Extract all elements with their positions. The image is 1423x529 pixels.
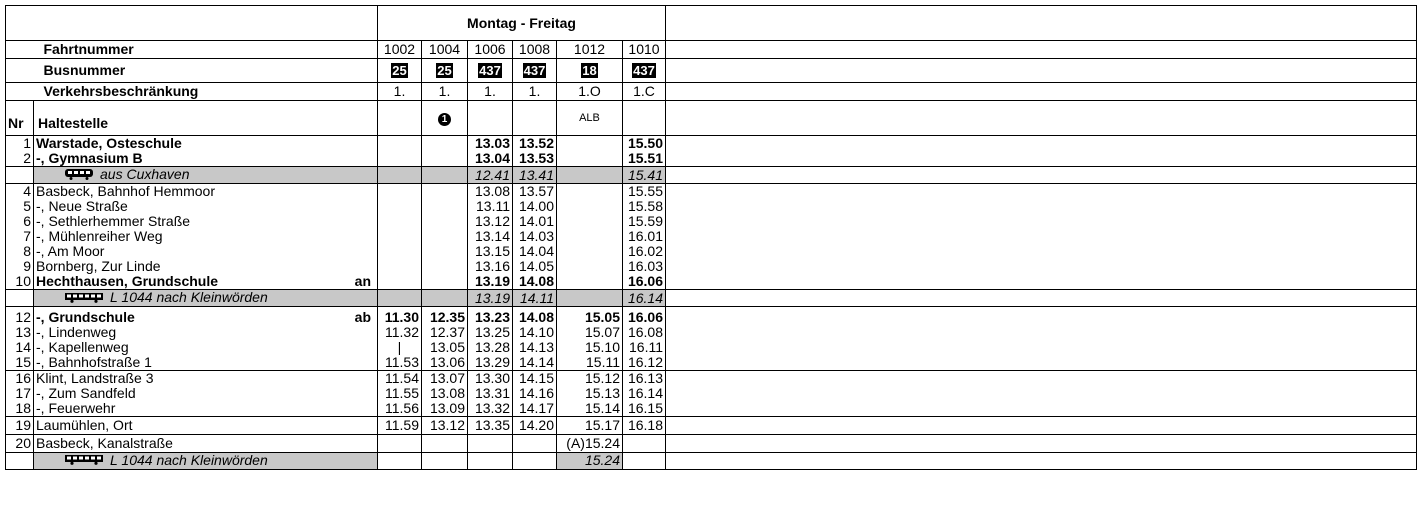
- column-header-row: [6, 101, 1417, 136]
- departure-time: [378, 434, 422, 452]
- departure-time: [557, 214, 623, 229]
- departure-time: 14.05: [513, 259, 557, 274]
- departure-time: [468, 434, 513, 452]
- departure-time: [623, 434, 666, 452]
- departure-time: 13.08: [422, 386, 468, 401]
- stop-number: 7: [6, 229, 34, 244]
- connection-time: [422, 452, 468, 469]
- table-row: [6, 151, 1417, 167]
- departure-time: 16.14: [623, 386, 666, 401]
- days-header-row: [6, 6, 1417, 41]
- departure-time: 15.12: [557, 370, 623, 386]
- trip-number: 1002: [378, 41, 422, 59]
- departure-time: 16.15: [623, 401, 666, 417]
- days-label: Montag - Freitag: [378, 6, 666, 41]
- departure-time: 13.30: [468, 370, 513, 386]
- departure-time: 11.54: [378, 370, 422, 386]
- departure-time: (A)15.24: [557, 434, 623, 452]
- departure-time: 14.16: [513, 386, 557, 401]
- table-row: [6, 259, 1417, 274]
- departure-time: [378, 184, 422, 200]
- fahrtnummer-row: [6, 41, 1417, 59]
- departure-time: 16.06: [623, 274, 666, 290]
- departure-time: [422, 151, 468, 167]
- departure-time: [422, 259, 468, 274]
- departure-time: 14.08: [513, 274, 557, 290]
- table-row: [6, 325, 1417, 340]
- stop-number: 17: [6, 386, 34, 401]
- departure-time: 14.04: [513, 244, 557, 259]
- stop-name: -, Neue Straße: [34, 199, 378, 214]
- stop-name: Klint, Landstraße 3: [34, 370, 378, 386]
- departure-time: 14.15: [513, 370, 557, 386]
- departure-marker: ab: [354, 309, 371, 325]
- departure-time: [378, 151, 422, 167]
- stop-name: -, Zum Sandfeld: [34, 386, 378, 401]
- departure-time: 11.55: [378, 386, 422, 401]
- departure-time: 13.07: [422, 370, 468, 386]
- table-row: [6, 214, 1417, 229]
- departure-time: 13.15: [468, 244, 513, 259]
- table-row: [6, 401, 1417, 417]
- departure-time: 14.14: [513, 355, 557, 371]
- departure-time: 13.16: [468, 259, 513, 274]
- connection-time: [557, 167, 623, 184]
- stop-number: 9: [6, 259, 34, 274]
- stop-name: -, Am Moor: [34, 244, 378, 259]
- departure-time: [378, 214, 422, 229]
- departure-time: 14.13: [513, 340, 557, 355]
- departure-time: 13.04: [468, 151, 513, 167]
- departure-time: 13.53: [513, 151, 557, 167]
- departure-time: 14.20: [513, 416, 557, 434]
- pass-through-marker: |: [378, 340, 422, 355]
- departure-time: 13.23: [468, 310, 513, 325]
- busnummer-row: [6, 59, 1417, 83]
- departure-time: 11.32: [378, 325, 422, 340]
- stop-name: Laumühlen, Ort: [34, 416, 378, 434]
- stop-number: 12: [6, 310, 34, 325]
- departure-time: 15.07: [557, 325, 623, 340]
- stop-name: -, Grundschule: [36, 309, 135, 325]
- connection-time: [513, 452, 557, 469]
- departure-time: 14.17: [513, 401, 557, 417]
- stop-number: 2: [6, 151, 34, 167]
- departure-time: [422, 244, 468, 259]
- stop-number: 10: [6, 274, 34, 290]
- alb-marker: ALB: [557, 101, 623, 136]
- table-row: [6, 310, 1417, 325]
- connection-row: [6, 452, 1417, 469]
- departure-time: 11.59: [378, 416, 422, 434]
- table-row: [6, 199, 1417, 214]
- departure-time: 14.10: [513, 325, 557, 340]
- stop-name: -, Gymnasium B: [34, 151, 378, 167]
- stop-number: 13: [6, 325, 34, 340]
- connection-time: 15.41: [623, 167, 666, 184]
- stop-name: -, Feuerwehr: [34, 401, 378, 417]
- connection-time: [422, 290, 468, 307]
- stop-name: Basbeck, Bahnhof Hemmoor: [34, 184, 378, 200]
- departure-time: 15.55: [623, 184, 666, 200]
- connection-time: [623, 452, 666, 469]
- trip-number: 1010: [623, 41, 666, 59]
- stop-name: -, Bahnhofstraße 1: [34, 355, 378, 371]
- departure-time: 13.06: [422, 355, 468, 371]
- stop-number: 4: [6, 184, 34, 200]
- departure-time: 13.19: [468, 274, 513, 290]
- departure-time: 15.17: [557, 416, 623, 434]
- stop-name: -, Mühlenreiher Weg: [34, 229, 378, 244]
- busnummer-label: Busnummer: [34, 59, 378, 83]
- departure-time: 13.32: [468, 401, 513, 417]
- haltestelle-label: Haltestelle: [34, 101, 378, 136]
- trip-number: 1004: [422, 41, 468, 59]
- table-row: [6, 386, 1417, 401]
- restriction-code: 1.O: [557, 83, 623, 101]
- connection-label: L 1044 nach Kleinwörden: [110, 452, 268, 468]
- departure-time: 13.57: [513, 184, 557, 200]
- table-row: [6, 434, 1417, 452]
- verkehr-label: Verkehrsbeschränkung: [34, 83, 378, 101]
- bus-icon: [64, 291, 104, 306]
- departure-time: [422, 136, 468, 152]
- departure-time: 11.53: [378, 355, 422, 371]
- bus-number-badge: 437: [523, 63, 546, 78]
- departure-time: [378, 229, 422, 244]
- table-row: [6, 244, 1417, 259]
- departure-time: [557, 184, 623, 200]
- connection-label: aus Cuxhaven: [100, 166, 190, 183]
- arrival-marker: an: [354, 274, 371, 289]
- table-row: [6, 229, 1417, 244]
- departure-time: 12.37: [422, 325, 468, 340]
- bus-number-badge: 437: [479, 63, 501, 78]
- departure-time: 13.03: [468, 136, 513, 152]
- table-row: [6, 184, 1417, 200]
- departure-time: 11.56: [378, 401, 422, 417]
- connection-label: L 1044 nach Kleinwörden: [110, 289, 268, 306]
- table-row: [6, 416, 1417, 434]
- stop-name: -, Kapellenweg: [34, 340, 378, 355]
- departure-time: 13.29: [468, 355, 513, 371]
- connection-time: 13.19: [468, 290, 513, 307]
- bus-number-badge: 25: [437, 63, 452, 78]
- departure-time: 16.06: [623, 310, 666, 325]
- departure-time: 15.14: [557, 401, 623, 417]
- restriction-code: 1.C: [623, 83, 666, 101]
- table-row: [6, 136, 1417, 152]
- bus-icon: [64, 453, 104, 468]
- departure-time: 16.08: [623, 325, 666, 340]
- bus-number-badge: 25: [392, 63, 407, 78]
- departure-time: 15.11: [557, 355, 623, 371]
- stop-number: 14: [6, 340, 34, 355]
- footnote-1-marker: 1: [438, 113, 451, 126]
- trip-number: 1008: [513, 41, 557, 59]
- table-row: [6, 370, 1417, 386]
- stop-number: 1: [6, 136, 34, 152]
- departure-time: [557, 151, 623, 167]
- departure-time: 13.28: [468, 340, 513, 355]
- departure-time: 15.51: [623, 151, 666, 167]
- connection-time: 12.41: [468, 167, 513, 184]
- departure-time: 13.14: [468, 229, 513, 244]
- stop-name: Hechthausen, Grundschule: [36, 274, 219, 289]
- departure-time: [422, 199, 468, 214]
- departure-time: 13.11: [468, 199, 513, 214]
- connection-time: [378, 290, 422, 307]
- departure-time: 13.31: [468, 386, 513, 401]
- departure-time: [557, 199, 623, 214]
- departure-time: [557, 244, 623, 259]
- departure-time: [378, 259, 422, 274]
- departure-time: 15.59: [623, 214, 666, 229]
- departure-time: 16.01: [623, 229, 666, 244]
- stop-number: 15: [6, 355, 34, 371]
- departure-time: [422, 184, 468, 200]
- departure-time: [422, 434, 468, 452]
- stop-name: Warstade, Osteschule: [34, 136, 378, 152]
- departure-time: 16.12: [623, 355, 666, 371]
- connection-time: [422, 167, 468, 184]
- connection-time: 13.41: [513, 167, 557, 184]
- departure-time: 13.35: [468, 416, 513, 434]
- departure-time: [557, 229, 623, 244]
- departure-time: 16.18: [623, 416, 666, 434]
- stop-name: -, Sethlerhemmer Straße: [34, 214, 378, 229]
- trip-number: 1006: [468, 41, 513, 59]
- restriction-code: 1.: [422, 83, 468, 101]
- departure-time: [378, 274, 422, 290]
- stop-number: 18: [6, 401, 34, 417]
- table-row: [6, 340, 1417, 355]
- stop-name: -, Lindenweg: [34, 325, 378, 340]
- departure-time: 16.02: [623, 244, 666, 259]
- restriction-code: 1.: [378, 83, 422, 101]
- table-row: [6, 355, 1417, 371]
- departure-time: 13.12: [422, 416, 468, 434]
- trip-number: 1012: [557, 41, 623, 59]
- restriction-code: 1.: [468, 83, 513, 101]
- departure-time: [422, 274, 468, 290]
- connection-time: [378, 452, 422, 469]
- stop-name: Basbeck, Kanalstraße: [34, 434, 378, 452]
- departure-time: 12.35: [422, 310, 468, 325]
- stop-number: 5: [6, 199, 34, 214]
- connection-time: [378, 167, 422, 184]
- departure-time: [378, 199, 422, 214]
- departure-time: 13.12: [468, 214, 513, 229]
- departure-time: 16.11: [623, 340, 666, 355]
- table-row: [6, 274, 1417, 290]
- connection-row: [6, 290, 1417, 307]
- departure-time: 13.09: [422, 401, 468, 417]
- stop-number: 16: [6, 370, 34, 386]
- departure-time: 13.08: [468, 184, 513, 200]
- departure-time: 16.03: [623, 259, 666, 274]
- departure-time: 14.00: [513, 199, 557, 214]
- nr-label: Nr: [6, 101, 34, 136]
- bus-number-badge: 437: [633, 63, 655, 78]
- connection-time: [557, 290, 623, 307]
- connection-row: [6, 167, 1417, 184]
- train-icon: [64, 168, 94, 183]
- departure-time: [422, 229, 468, 244]
- connection-time: 16.14: [623, 290, 666, 307]
- departure-time: [378, 136, 422, 152]
- departure-time: 14.08: [513, 310, 557, 325]
- connection-time: 15.24: [557, 452, 623, 469]
- stop-number: 20: [6, 434, 34, 452]
- departure-time: 14.01: [513, 214, 557, 229]
- timetable: [5, 5, 1417, 470]
- departure-time: 11.30: [378, 310, 422, 325]
- departure-time: [557, 136, 623, 152]
- departure-time: [422, 214, 468, 229]
- departure-time: [557, 274, 623, 290]
- departure-time: 15.58: [623, 199, 666, 214]
- departure-time: 16.13: [623, 370, 666, 386]
- fahrtnummer-label: Fahrtnummer: [34, 41, 378, 59]
- stop-name: Bornberg, Zur Linde: [34, 259, 378, 274]
- stop-number: 8: [6, 244, 34, 259]
- stop-number: 19: [6, 416, 34, 434]
- stop-number: 6: [6, 214, 34, 229]
- connection-time: 14.11: [513, 290, 557, 307]
- departure-time: 15.13: [557, 386, 623, 401]
- departure-time: [378, 244, 422, 259]
- departure-time: 15.50: [623, 136, 666, 152]
- connection-time: [468, 452, 513, 469]
- departure-time: [513, 434, 557, 452]
- departure-time: 13.05: [422, 340, 468, 355]
- departure-time: [557, 259, 623, 274]
- departure-time: 15.05: [557, 310, 623, 325]
- departure-time: 15.10: [557, 340, 623, 355]
- departure-time: 14.03: [513, 229, 557, 244]
- departure-time: 13.25: [468, 325, 513, 340]
- verkehr-row: [6, 83, 1417, 101]
- bus-number-badge: 18: [582, 63, 597, 78]
- restriction-code: 1.: [513, 83, 557, 101]
- departure-time: 13.52: [513, 136, 557, 152]
